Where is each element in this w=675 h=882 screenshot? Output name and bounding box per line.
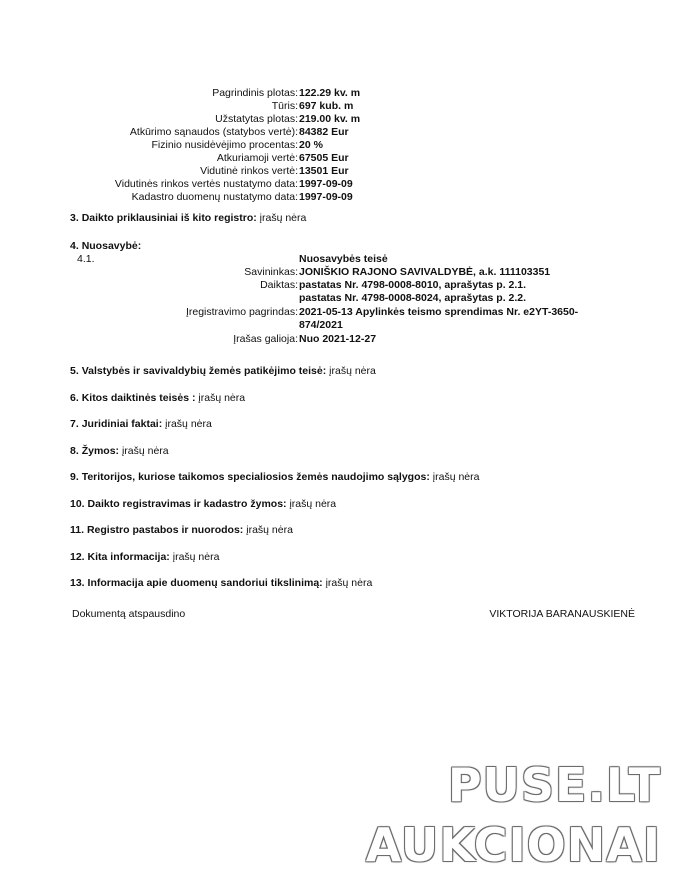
section-number: 11. (70, 524, 85, 536)
cadastre-date-row (0, 191, 675, 204)
section-value: įrašų nėra (432, 471, 480, 483)
section-number: 6. (70, 392, 79, 404)
market-value-date-label: Vidutinės rinkos vertės nustatymo data: (114, 178, 298, 190)
section-title: Daikto registravimas ir kadastro žymos: (87, 498, 287, 510)
market-value-label: Vidutinė rinkos vertė: (200, 165, 298, 177)
section-6 (70, 392, 245, 405)
main-area-value: 122.29 kv. m (299, 87, 361, 99)
restorable-value-label: Atkuriamoji vertė: (216, 152, 298, 164)
section-number: 9. (70, 471, 79, 483)
market-value-row (0, 165, 675, 178)
valid-row (0, 333, 675, 346)
section-number: 7. (70, 418, 79, 430)
section-number: 13. (70, 577, 85, 589)
restoration-cost-value: 84382 Eur (299, 126, 349, 138)
basis-label: Įregistravimo pagrindas: (185, 306, 298, 318)
section-value: įrašų nėra (121, 445, 169, 457)
section-value: įrašų nėra (198, 392, 246, 404)
printed-by-label: Dokumentą atspausdino (72, 608, 186, 620)
section-12 (70, 551, 219, 564)
section-10 (70, 498, 336, 511)
section-5 (70, 365, 376, 378)
owner-label: Savininkas: (244, 266, 298, 278)
cadastre-date-value: 1997-09-09 (299, 191, 353, 203)
depreciation-row (0, 139, 675, 152)
volume-value: 697 kub. m (299, 100, 354, 112)
built-area-value: 219.00 kv. m (299, 113, 361, 125)
section-value: įrašų nėra (325, 577, 373, 589)
built-area-label: Užstatytas plotas: (215, 113, 298, 125)
main-area-row (0, 87, 675, 100)
basis-line-2: 874/2021 (299, 319, 343, 331)
object-row (0, 279, 675, 292)
object-label: Daiktas: (260, 279, 298, 291)
valid-value: Nuo 2021-12-27 (299, 333, 377, 345)
section-3 (70, 212, 306, 225)
main-area-label: Pagrindinis plotas: (212, 87, 298, 99)
cadastre-date-label: Kadastro duomenų nustatymo data: (131, 191, 298, 203)
section-4-number: 4. (70, 240, 79, 252)
section-3-value: įrašų nėra (259, 212, 307, 224)
section-title: Žymos: (81, 445, 120, 457)
market-value-value: 13501 Eur (299, 165, 349, 177)
basis-line-1: 2021-05-13 Apylinkės teismo sprendimas Nr. e2YT-3650- (299, 306, 579, 318)
section-title: Kitos daiktinės teisės : (81, 392, 196, 404)
section-title: Valstybės ir savivaldybių žemės patikėjimo teisė: (81, 365, 327, 377)
section-8 (70, 445, 169, 458)
watermark-line-2: AUKCIONAI (365, 818, 661, 872)
owner-row (0, 266, 675, 279)
section-number: 12. (70, 551, 85, 563)
basis-row-2 (0, 319, 675, 332)
section-value: įrašų nėra (165, 418, 212, 430)
section-value: įrašų nėra (289, 498, 337, 510)
basis-row (0, 306, 675, 319)
depreciation-value: 20 % (299, 139, 323, 151)
object-row-2 (0, 292, 675, 305)
section-number: 8. (70, 445, 79, 457)
section-title: Informacija apie duomenų sandoriui tikslinimą: (87, 577, 323, 589)
object-line-1: pastatas Nr. 4798-0008-8010, aprašytas p. 2.1. (299, 279, 527, 291)
section-title: Juridiniai faktai: (81, 418, 163, 430)
section-7 (70, 418, 212, 431)
depreciation-label: Fizinio nusidėvėjimo procentas: (151, 139, 298, 151)
section-number: 10. (70, 498, 85, 510)
section-title: Kita informacija: (87, 551, 170, 563)
section-value: įrašų nėra (172, 551, 220, 563)
restoration-cost-label: Atkūrimo sąnaudos (statybos vertė): (129, 126, 298, 138)
section-value: įrašų nėra (329, 365, 376, 377)
watermark-line-1: PUSE.LT (447, 758, 661, 812)
built-area-row (0, 113, 675, 126)
section-number: 5. (70, 365, 79, 377)
restoration-cost-row (0, 126, 675, 139)
restorable-value-row (0, 152, 675, 165)
volume-label: Tūris: (271, 100, 298, 112)
market-value-date-value: 1997-09-09 (299, 178, 353, 190)
section-11 (70, 524, 293, 537)
section-3-title: Daikto priklausiniai iš kito registro: (81, 212, 257, 224)
section-4-title: Nuosavybė: (81, 240, 142, 252)
section-value: įrašų nėra (246, 524, 293, 536)
market-value-date-row (0, 178, 675, 191)
volume-row (0, 100, 675, 113)
section-4-heading (70, 240, 141, 253)
object-line-2: pastatas Nr. 4798-0008-8024, aprašytas p. 2.2. (299, 292, 527, 304)
section-title: Registro pastabos ir nuorodos: (86, 524, 244, 536)
section-9 (70, 471, 479, 484)
ownership-right-title: Nuosavybės teisė (299, 253, 388, 265)
owner-value: JONIŠKIO RAJONO SAVIVALDYBĖ, a.k. 111103351 (299, 266, 551, 278)
ownership-item-number: 4.1. (77, 253, 95, 265)
restorable-value-value: 67505 Eur (299, 152, 349, 164)
section-13 (70, 577, 372, 590)
section-3-number: 3. (70, 212, 79, 224)
section-title: Teritorijos, kuriose taikomos specialiosios žemės naudojimo sąlygos: (81, 471, 430, 483)
printed-by-name: VIKTORIJA BARANAUSKIENĖ (489, 608, 635, 620)
valid-label: Įrašas galioja: (233, 333, 298, 345)
